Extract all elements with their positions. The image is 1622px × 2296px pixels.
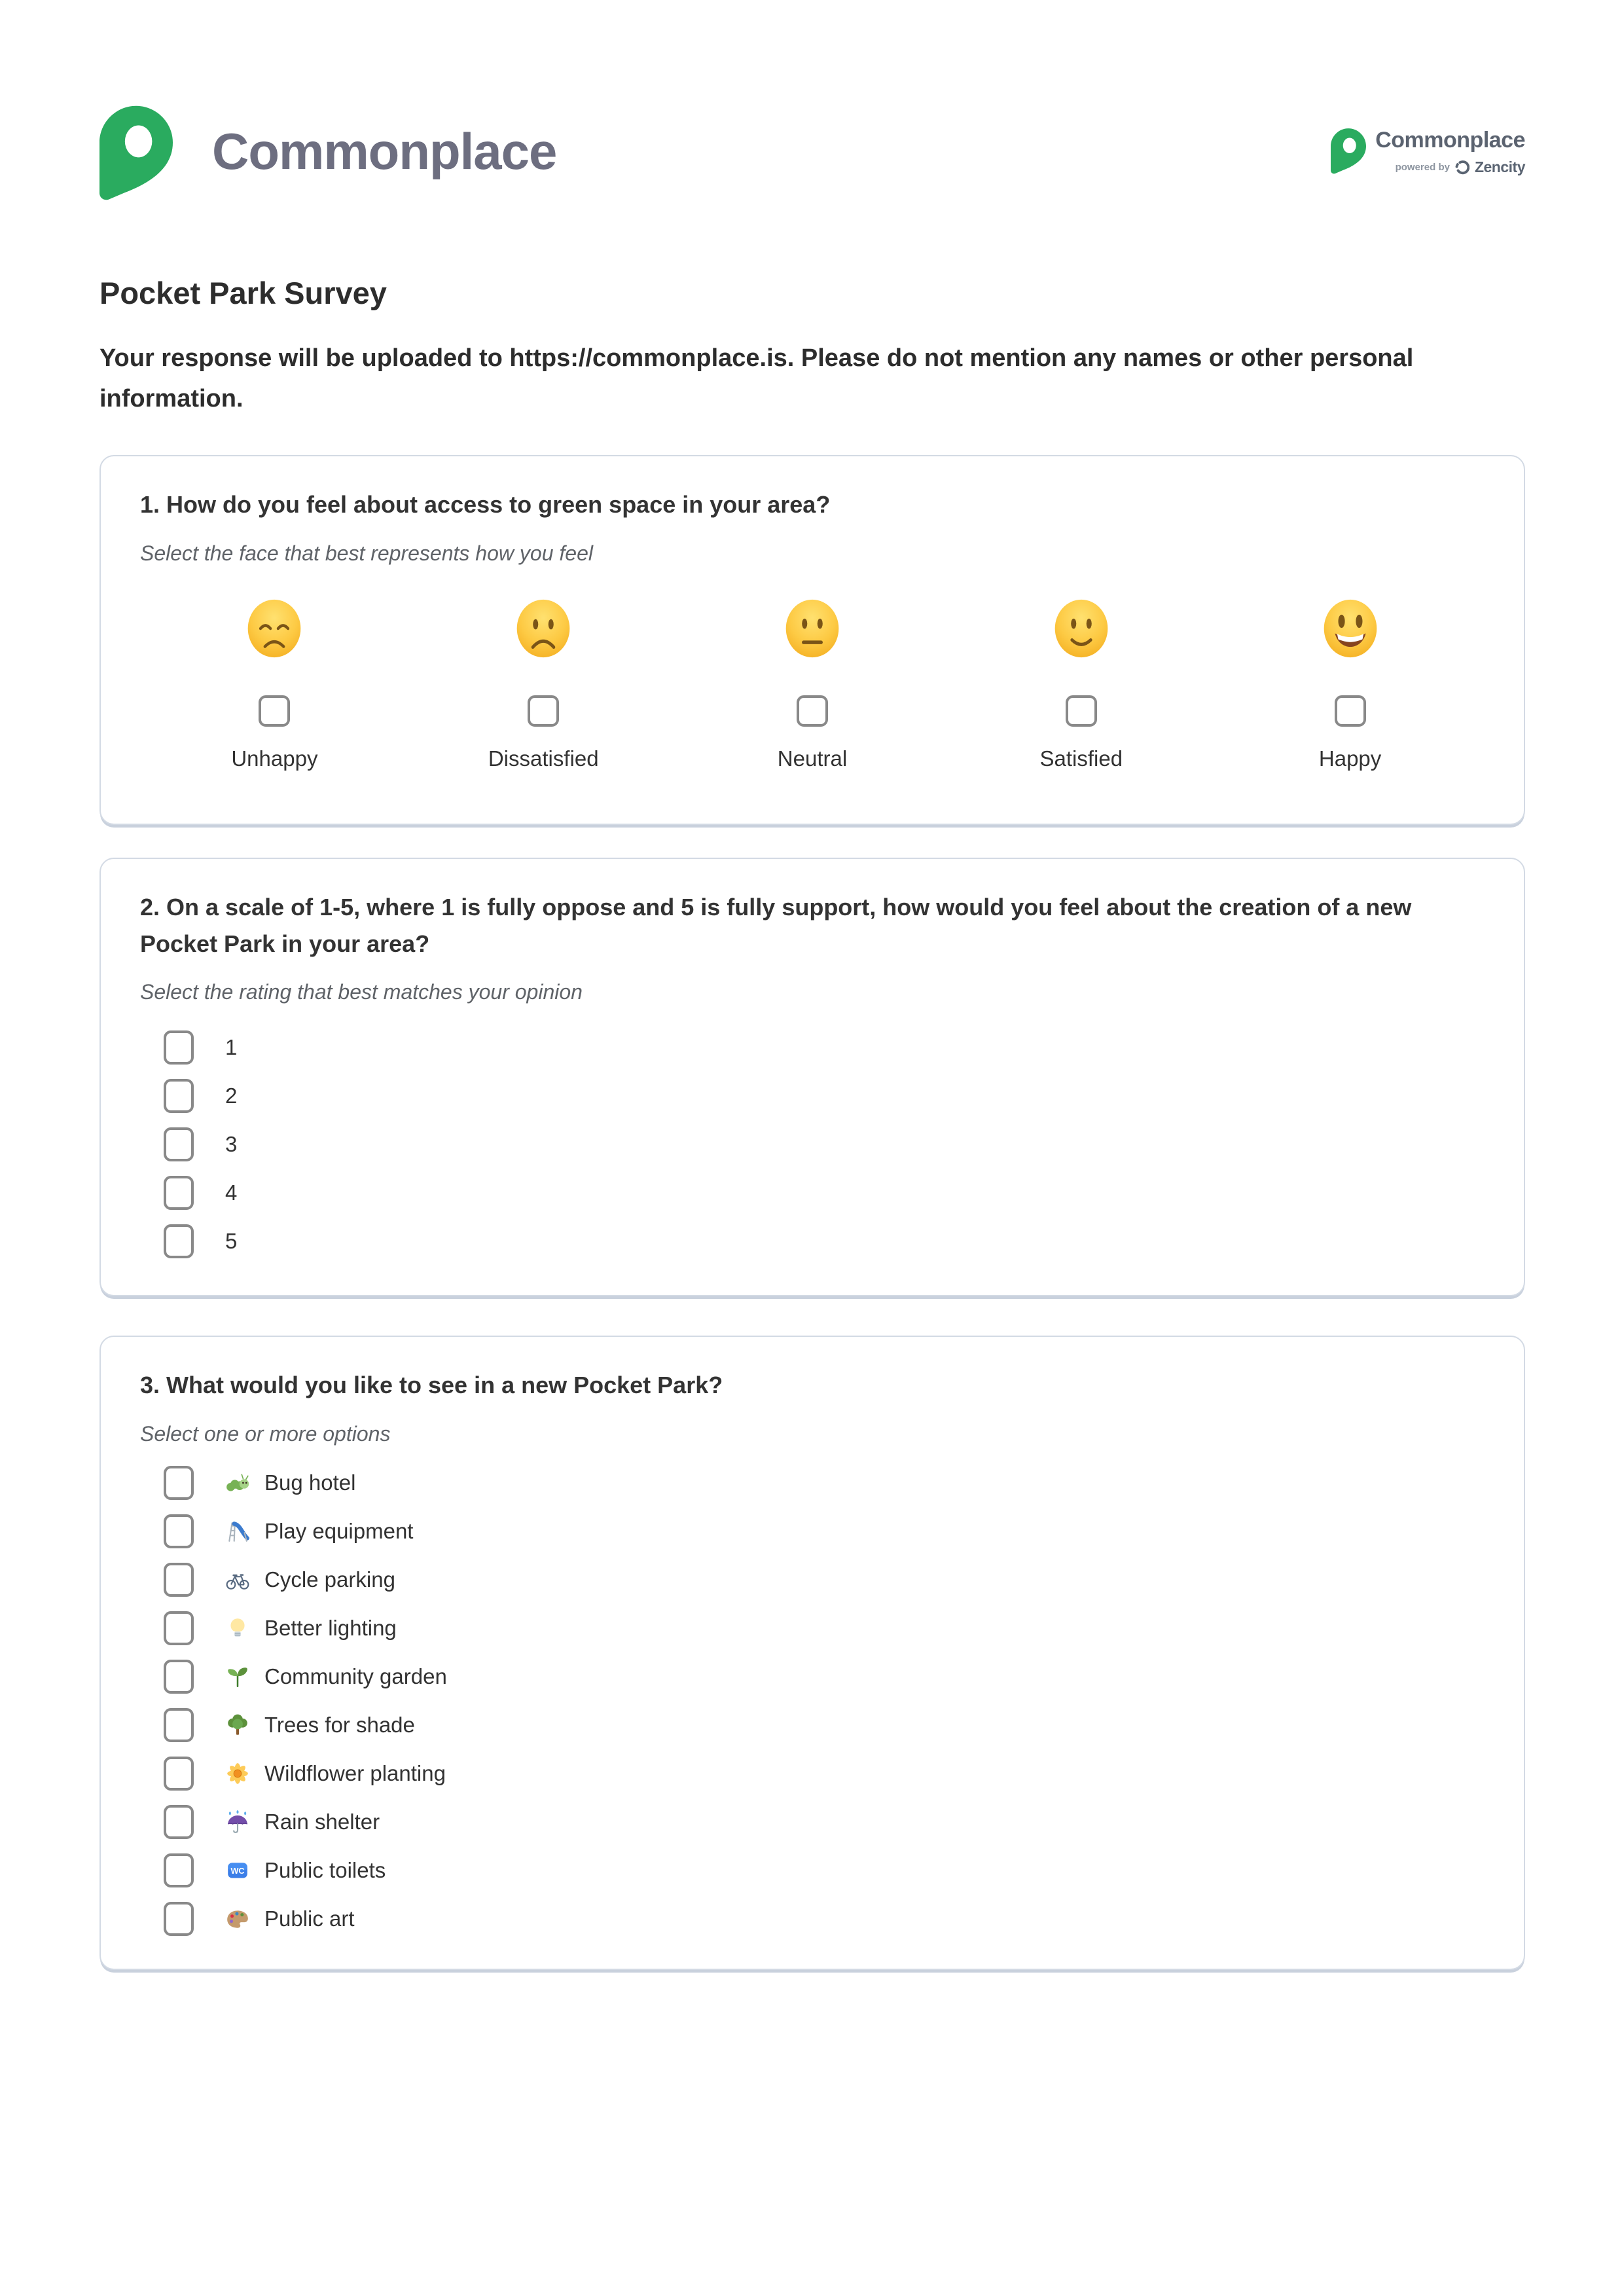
badge-logo-text: Commonplace — [1375, 128, 1525, 153]
question-3-subtitle: Select one or more options — [140, 1422, 391, 1446]
neutral-checkbox[interactable] — [797, 695, 828, 727]
caterpillar-icon — [225, 1470, 250, 1495]
tree-icon-checkbox[interactable] — [164, 1708, 194, 1742]
svg-text:WC: WC — [230, 1867, 245, 1876]
tree-icon — [225, 1713, 250, 1738]
wildflower-planting-checkbox[interactable] — [164, 1757, 194, 1791]
wc-icon — [225, 1858, 250, 1883]
satisfied-face-icon — [1054, 598, 1109, 659]
option-neutral[interactable] — [678, 598, 947, 771]
badge-text-column — [1375, 128, 1525, 176]
seedling-icon — [225, 1664, 250, 1689]
happy-checkbox[interactable] — [1335, 695, 1366, 727]
page-title: Pocket Park Survey — [99, 276, 387, 310]
unhappy-checkbox[interactable] — [259, 695, 290, 727]
dissatisfied-label: Dissatisfied — [488, 746, 599, 771]
rating-2-label: 2 — [225, 1084, 238, 1108]
public-art-checkbox[interactable] — [164, 1902, 194, 1936]
rating-5-checkbox[interactable] — [164, 1224, 194, 1258]
option-public-toilets[interactable] — [164, 1853, 1485, 1887]
question-3-title: 3. What would you like to see in a new Pocket Park? — [140, 1372, 723, 1399]
bug-hotel-label: Bug hotel — [264, 1470, 356, 1495]
option-rating-5[interactable] — [164, 1224, 1485, 1258]
neutral-face-icon — [785, 598, 840, 659]
public-toilets-label: Public toilets — [264, 1858, 386, 1883]
community-garden-label: Community garden — [264, 1664, 447, 1689]
better-lighting-label: Better lighting — [264, 1616, 397, 1641]
blossom-icon — [225, 1761, 250, 1786]
rating-3-checkbox[interactable] — [164, 1127, 194, 1161]
trees-for-shade-label: Trees for shade — [264, 1713, 415, 1738]
rating-1-checkbox[interactable] — [164, 1030, 194, 1065]
commonplace-logo-icon — [99, 105, 173, 202]
play-equipment-label: Play equipment — [264, 1519, 414, 1544]
badge-logo-icon — [1331, 128, 1366, 175]
bicycle-icon — [225, 1567, 250, 1592]
option-cycle-parking[interactable] — [164, 1563, 1485, 1597]
question-card-1 — [99, 455, 1525, 825]
page-intro: Your response will be uploaded to https://commonplace.is. Please do not mention any names or other personal information. — [99, 344, 1414, 412]
question-3-options — [140, 1466, 1485, 1936]
commonplace-logo-text: Commonplace — [212, 122, 557, 180]
option-rating-2[interactable] — [164, 1079, 1485, 1113]
option-rain-shelter[interactable] — [164, 1805, 1485, 1839]
rating-1-label: 1 — [225, 1035, 238, 1060]
rating-3-label: 3 — [225, 1132, 238, 1157]
dissatisfied-face-icon — [516, 598, 571, 659]
zencity-label: Zencity — [1474, 158, 1525, 175]
rating-4-label: 4 — [225, 1180, 238, 1205]
unhappy-face-icon — [247, 598, 302, 659]
zencity-icon — [1455, 160, 1469, 175]
public-art-label: Public art — [264, 1906, 355, 1931]
cycle-parking-checkbox[interactable] — [164, 1563, 194, 1597]
question-2-subtitle: Select the rating that best matches your opinion — [140, 980, 583, 1004]
option-play-equipment[interactable] — [164, 1514, 1485, 1548]
option-wildflower-planting[interactable] — [164, 1757, 1485, 1791]
rain-shelter-label: Rain shelter — [264, 1810, 380, 1834]
question-1-title: 1. How do you feel about access to green space in your area? — [140, 491, 831, 519]
option-dissatisfied[interactable] — [409, 598, 678, 771]
option-rating-3[interactable] — [164, 1127, 1485, 1161]
wildflower-planting-label: Wildflower planting — [264, 1761, 446, 1786]
option-trees-for-shade[interactable] — [164, 1708, 1485, 1742]
question-1-subtitle: Select the face that best represents how you feel — [140, 541, 593, 565]
unhappy-label: Unhappy — [231, 746, 318, 771]
bug-hotel-checkbox[interactable] — [164, 1466, 194, 1500]
commonplace-badge — [1331, 128, 1525, 176]
playground-slide-icon — [225, 1519, 250, 1544]
better-lighting-checkbox[interactable] — [164, 1611, 194, 1645]
powered-by-label: powered by — [1395, 162, 1450, 173]
light-bulb-icon — [225, 1616, 250, 1641]
question-card-2 — [99, 858, 1525, 1297]
option-rating-4[interactable] — [164, 1176, 1485, 1210]
option-rating-1[interactable] — [164, 1030, 1485, 1065]
umbrella-rain-icon — [225, 1810, 250, 1834]
public-toilets-checkbox[interactable] — [164, 1853, 194, 1887]
dissatisfied-checkbox[interactable] — [528, 695, 559, 727]
option-unhappy[interactable] — [140, 598, 409, 771]
happy-label: Happy — [1318, 746, 1382, 771]
satisfied-checkbox[interactable] — [1066, 695, 1097, 727]
play-equipment-checkbox[interactable] — [164, 1514, 194, 1548]
option-better-lighting[interactable] — [164, 1611, 1485, 1645]
option-community-garden[interactable] — [164, 1660, 1485, 1694]
option-bug-hotel[interactable] — [164, 1466, 1485, 1500]
happy-face-icon — [1323, 598, 1378, 659]
artist-palette-icon — [225, 1906, 250, 1931]
question-2-title: 2. On a scale of 1-5, where 1 is fully oppose and 5 is fully support, how would you feel about the creation of a new Pocket Park in your area? — [140, 893, 1412, 957]
rating-5-label: 5 — [225, 1229, 238, 1254]
community-garden-checkbox[interactable] — [164, 1660, 194, 1694]
commonplace-logo — [99, 105, 1525, 202]
rating-2-checkbox[interactable] — [164, 1079, 194, 1113]
question-2-options — [140, 1030, 1485, 1258]
question-card-3 — [99, 1336, 1525, 1970]
powered-by-row — [1396, 158, 1525, 176]
option-happy[interactable] — [1216, 598, 1485, 771]
neutral-label: Neutral — [777, 746, 848, 771]
option-public-art[interactable] — [164, 1902, 1485, 1936]
option-satisfied[interactable] — [946, 598, 1216, 771]
rain-shelter-checkbox[interactable] — [164, 1805, 194, 1839]
rating-4-checkbox[interactable] — [164, 1176, 194, 1210]
cycle-parking-label: Cycle parking — [264, 1567, 395, 1592]
question-1-options — [140, 598, 1485, 771]
satisfied-label: Satisfied — [1039, 746, 1123, 771]
header — [99, 0, 1525, 202]
